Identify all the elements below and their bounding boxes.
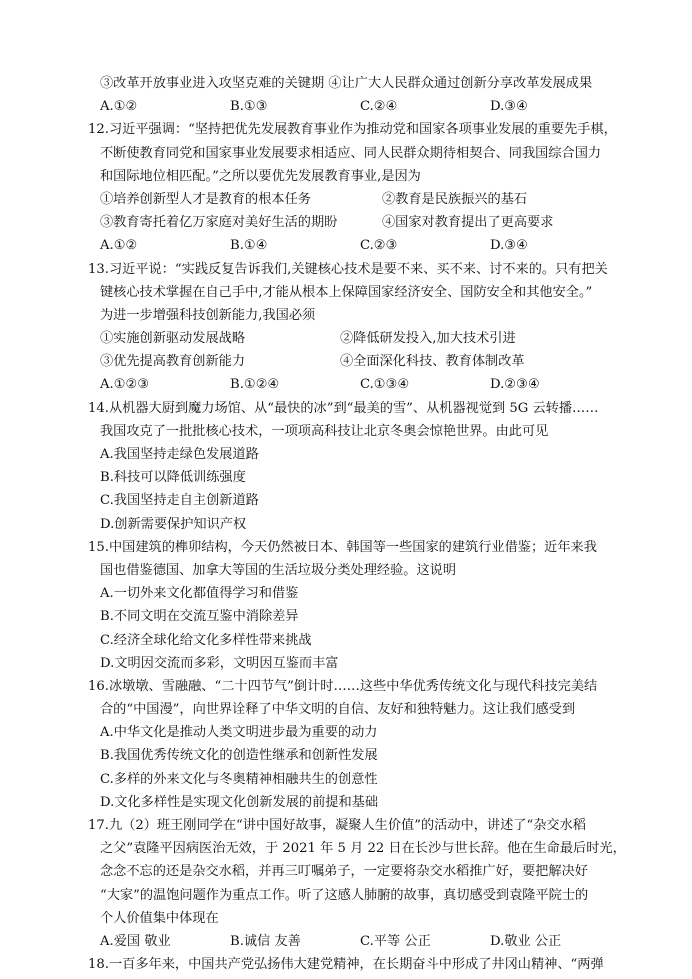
q14-option-d: D.创新需要保护知识产权 [100, 516, 247, 532]
option-a: A.爱国 敬业 [100, 933, 171, 949]
option-d: D.③④ [490, 99, 528, 115]
q13-choice-4: ④全面深化科技、教育体制改革 [340, 354, 525, 370]
option-b: B.①④ [230, 238, 268, 254]
q16-option-b: B.我国优秀传统文化的创造性继承和创新性发展 [100, 748, 378, 764]
q17-stem-line: “大家”的温饱问题作为重点工作。听了这感人肺腑的故事，真切感受到袁隆平院士的 [100, 887, 589, 903]
q12-choice-row [88, 188, 652, 211]
q16-stem-line: 合的“中国漫”，向世界诠释了中华文明的自信、友好和独特魅力。这让我们感受到 [100, 702, 576, 718]
option-b: B.①②④ [230, 377, 280, 393]
q18-stem-line: 18.一百多年来，中国共产党弘扬伟大建党精神，在长期奋斗中形成了井冈山精神、“两弹 [88, 957, 604, 973]
q14-stem-line: 我国攻克了一批批核心技术，一项项高科技让北京冬奥会惊艳世界。由此可见 [100, 423, 549, 439]
option-c: C.平等 公正 [360, 933, 431, 949]
q15-option-a: A.一切外来文化都值得学习和借鉴 [100, 586, 299, 602]
q12-choice-3: ③教育寄托着亿万家庭对美好生活的期盼 [100, 215, 338, 231]
q13-stem-line: 13.习近平说：“实践反复告诉我们,关键核心技术是要不来、买不来、讨不来的。只有把关 [88, 261, 608, 277]
option-c: C.②③ [360, 238, 398, 254]
q17-stem-line: 之父”袁隆平因病医治无效，于 2021 年 5 月 22 日在长沙与世长辞。他在生命最后时光， [100, 841, 626, 857]
option-a: A.①②③ [100, 377, 150, 393]
q15-option-b: B.不同文明在交流互鉴中消除差异 [100, 609, 299, 625]
option-d: D.敬业 公正 [490, 933, 562, 949]
option-b: B.①③ [230, 99, 268, 115]
q12-stem-line: 12.习近平强调：“坚持把优先发展教育事业作为推动党和国家各项事业发展的重要先手棋， [88, 122, 617, 138]
option-a: A.①② [100, 99, 138, 115]
option-d: D.②③④ [490, 377, 540, 393]
q12-choice-2: ②教育是民族振兴的基石 [382, 191, 528, 207]
q14-option-b: B.科技可以降低训练强度 [100, 470, 246, 486]
q12-options [88, 234, 652, 257]
q11-options [88, 95, 652, 118]
q17-stem-line: 17.九（2）班王刚同学在“讲中国好故事，凝聚人生价值”的活动中，讲述了“杂交水稻 [88, 818, 586, 833]
option-c: C.②④ [360, 99, 398, 115]
q13-choice-3: ③优先提高教育创新能力 [100, 354, 246, 370]
q15-stem-line: 国也借鉴德国、加拿大等国的生活垃圾分类处理经验。这说明 [100, 562, 457, 578]
q16-option-c: C.多样的外来文化与冬奥精神相融共生的创意性 [100, 771, 378, 787]
q17-stem-line: 个人价值集中体现在 [100, 910, 219, 926]
q16-option-d: D.文化多样性是实现文化创新发展的前提和基础 [100, 794, 379, 810]
q15-option-c: C.经济全球化给文化多样性带来挑战 [100, 632, 312, 648]
q12-choice-4: ④国家对教育提出了更高要求 [382, 215, 554, 231]
q15-option-d: D.文明因交流而多彩，文明因互鉴而丰富 [100, 655, 339, 671]
q13-choice-1: ①实施创新驱动发展战略 [100, 331, 246, 347]
q12-stem-line: 不断使教育同党和国家事业发展要求相适应、同人民群众期待相契合、同我国综合国力 [100, 145, 602, 161]
q16-option-a: A.中华文化是推动人类文明进步最为重要的动力 [100, 725, 378, 741]
q16-stem-line: 16.冰墩墩、雪融融、“二十四节气”倒计时……这些中华优秀传统文化与现代科技完美结 [88, 678, 598, 694]
q14-option-c: C.我国坚持走自主创新道路 [100, 493, 259, 509]
q13-choice-row [88, 350, 652, 373]
q11-choice-line: ③改革开放事业进入攻坚克难的关键期 ④让广大人民群众通过创新分享改革发展成果 [100, 76, 593, 91]
q12-stem-line: 和国际地位相匹配。”之所以要优先发展教育事业,是因为 [100, 168, 421, 184]
option-a: A.①② [100, 238, 138, 254]
option-c: C.①③④ [360, 377, 410, 393]
option-d: D.③④ [490, 238, 528, 254]
q14-option-a: A.我国坚持走绿色发展道路 [100, 447, 259, 462]
q15-stem-line: 15.中国建筑的榫卯结构，今天仍然被日本、韩国等一些国家的建筑行业借鉴；近年来我 [88, 539, 597, 555]
q13-stem-line: 键核心技术掌握在自己手中,才能从根本上保障国家经济安全、国防安全和其他安全。” [100, 284, 593, 300]
q13-stem-line: 为进一步增强科技创新能力,我国必须 [100, 307, 316, 323]
q13-choice-2: ②降低研发投入,加大技术引进 [340, 331, 516, 347]
q12-choice-row [88, 211, 652, 234]
q14-stem-line: 14.从机器大厨到魔力场馆、从“最快的冰”到“最美的雪”、从机器视觉到 5G 云转播…… [88, 400, 599, 416]
q13-options [88, 373, 652, 396]
q17-options [88, 930, 652, 953]
q17-stem-line: 念念不忘的还是杂交水稻，并再三叮嘱弟子，一定要将杂交水稻推广好，要把解决好 [100, 864, 588, 880]
option-b: B.诚信 友善 [230, 933, 301, 949]
q12-choice-1: ①培养创新型人才是教育的根本任务 [100, 191, 311, 207]
q13-choice-row [88, 327, 652, 350]
